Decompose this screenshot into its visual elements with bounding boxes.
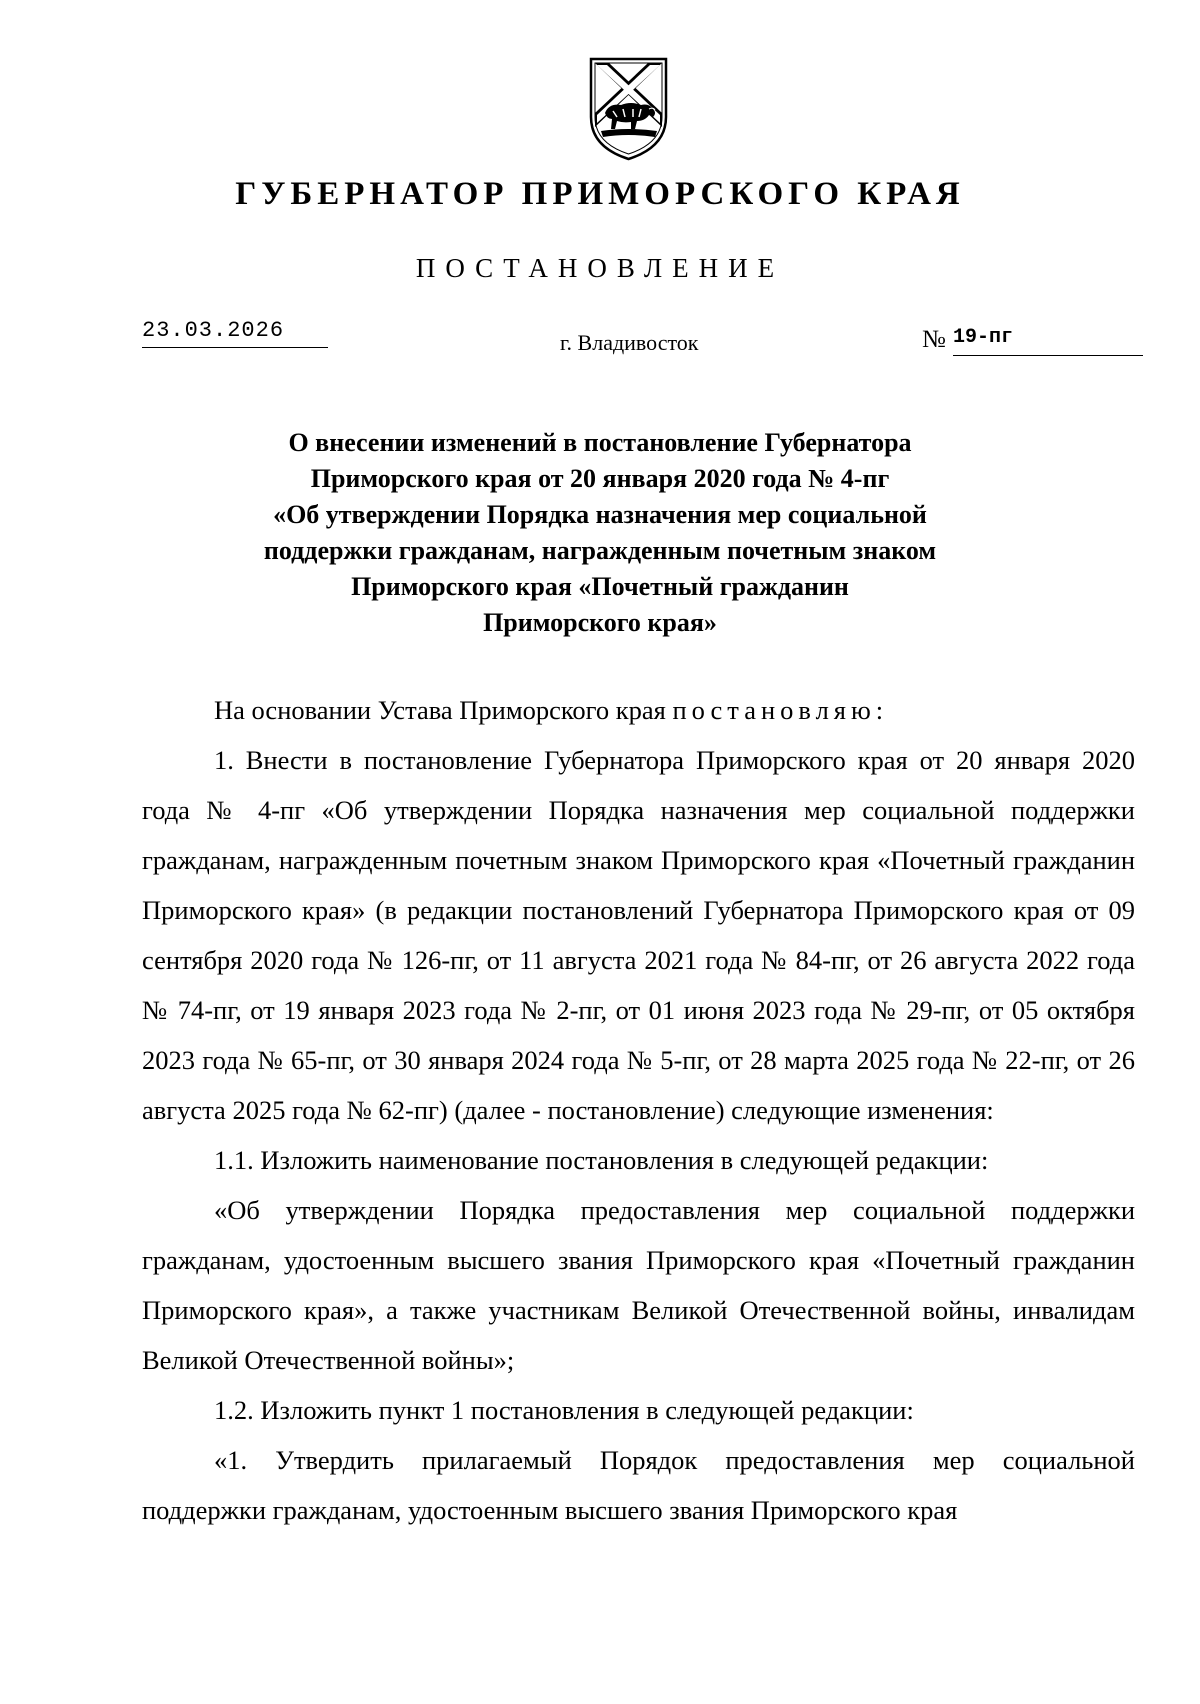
title-line: О внесении изменений в постановление Губернатора — [288, 428, 912, 457]
paragraph-1-1: 1.1. Изложить наименование постановления в следующей редакции: — [214, 1145, 989, 1175]
document-number: 19-пг — [953, 326, 1143, 356]
title-line: Приморского края «Почетный гражданин — [351, 572, 849, 601]
document-date: 23.03.2026 — [142, 318, 328, 348]
document-body — [142, 685, 1135, 1535]
title-line: Приморского края» — [483, 608, 717, 637]
paragraph-1-2: 1.2. Изложить пункт 1 постановления в следующей редакции: — [214, 1395, 914, 1425]
document-city: г. Владивосток — [560, 330, 699, 355]
title-line: «Об утверждении Порядка назначения мер социальной — [273, 500, 927, 529]
primorsky-coat-of-arms-icon — [583, 55, 674, 162]
intro-text: На основании Устава Приморского края — [214, 695, 666, 725]
issuer-title: ГУБЕРНАТОР ПРИМОРСКОГО КРАЯ — [235, 176, 965, 212]
paragraph-1-2-quote: «1. Утвердить прилагаемый Порядок предоставления мер социальной поддержки гражданам, удостоенным высшего звания Приморского края — [142, 1445, 1135, 1525]
document-number-label: № — [922, 326, 946, 353]
intro-colon: : — [875, 695, 884, 725]
paragraph-1-1-quote: «Об утверждении Порядка предоставления мер социальной поддержки гражданам, удостоенным высшего звания Приморского края «Почетный гражданин Приморского края», а также участникам Великой Отечественной войны, инвалидам Великой Отечественной войны»; — [142, 1195, 1135, 1375]
paragraph-1: 1. Внести в постановление Губернатора Приморского края от 20 января 2020 года № 4-пг «Об утверждении Порядка назначения мер социальной поддержки гражданам, награжденным почетным знаком Приморского края «Почетный гражданин Приморского края» (в редакции постановлений Губернатора Приморского края от 09 сентября 2020 года № 126-пг, от 11 августа 2021 года № 84-пг, от 26 августа 2022 года № 74-пг, от 19 января 2023 года № 2-пг, от 01 июня 2023 года № 29-пг, от 05 октября 2023 года № 65-пг, от 30 января 2024 года № 5-пг, от 28 марта 2025 года № 22-пг, от 26 августа 2025 года № 62-пг) (далее - постановление) следующие изменения: — [142, 745, 1135, 1125]
resolve-word: постановляю — [672, 695, 876, 725]
intro-paragraph — [142, 685, 1135, 735]
document-type: ПОСТАНОВЛЕНИЕ — [415, 253, 785, 283]
document-title — [0, 425, 1200, 641]
title-line: Приморского края от 20 января 2020 года № 4-пг — [310, 464, 890, 493]
title-line: поддержки гражданам, награжденным почетным знаком — [263, 536, 937, 565]
